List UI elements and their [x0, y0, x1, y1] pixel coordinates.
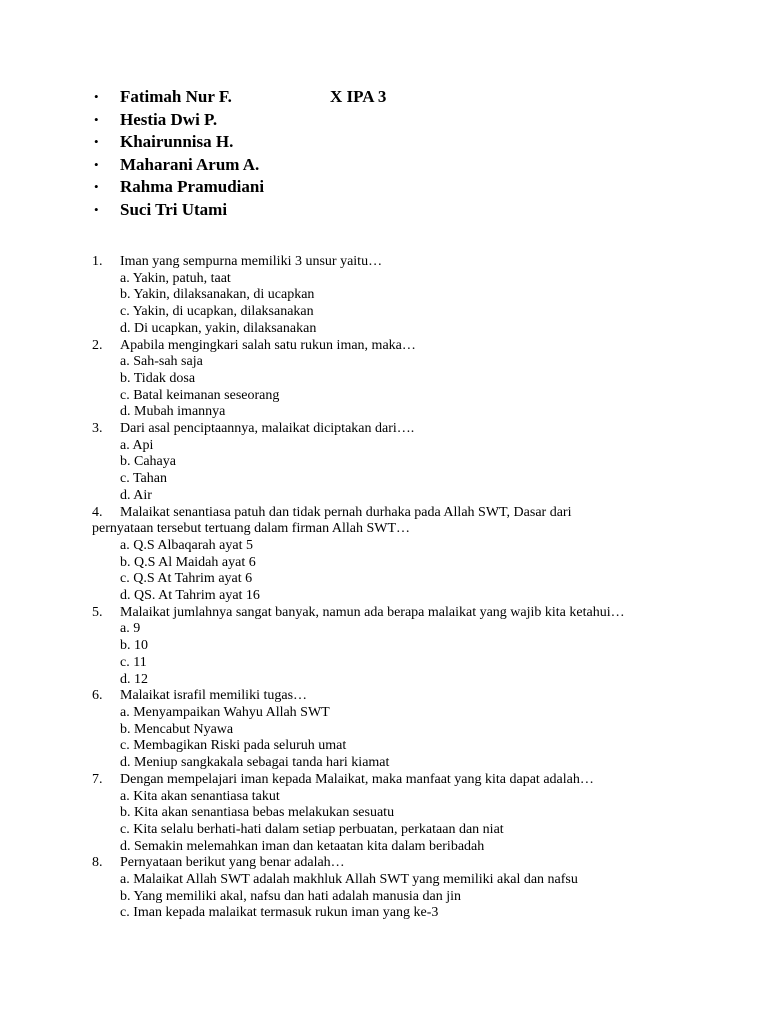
question-number: 6.	[92, 688, 103, 704]
answer-option: b. Kita akan senantiasa bebas melakukan sesuatu	[120, 805, 395, 821]
question-stem	[92, 338, 692, 355]
question-item	[92, 605, 692, 689]
bullet-icon: •	[94, 179, 99, 194]
answer-option: b. Tidak dosa	[120, 370, 196, 386]
question-number: 8.	[92, 855, 103, 871]
answer-option: d. Mubah imannya	[120, 404, 226, 420]
question-item	[92, 254, 692, 338]
question-stem	[92, 688, 692, 705]
question-item	[92, 338, 692, 422]
answer-option: b. 10	[120, 638, 148, 654]
answer-option: d. QS. At Tahrim ayat 16	[120, 588, 260, 604]
question-number: 1.	[92, 254, 103, 269]
question-text: Pernyataan berikut yang benar adalah…	[120, 855, 345, 871]
answer-option: c. Kita selalu berhati-hati dalam setiap perbuatan, perkataan dan niat	[120, 821, 504, 837]
question-number: 4.	[92, 504, 103, 520]
answer-option: a. Api	[120, 437, 154, 453]
member-item	[92, 176, 264, 199]
question-number: 3.	[92, 421, 103, 437]
bullet-icon: •	[94, 111, 99, 127]
question-stem	[92, 855, 692, 872]
question-stem	[92, 505, 692, 522]
answer-option: b. Mencabut Nyawa	[120, 721, 234, 737]
member-name: Khairunnisa H.	[120, 132, 234, 151]
bullet-icon: •	[94, 201, 99, 217]
question-item	[92, 855, 692, 922]
answer-option: c. 11	[120, 654, 147, 670]
answer-option: d. Semakin melemahkan iman dan ketaatan kita dalam beribadah	[120, 838, 485, 854]
answer-option: a. Q.S Albaqarah ayat 5	[120, 537, 253, 553]
answer-option: c. Tahan	[120, 471, 167, 487]
question-text: Dengan mempelajari iman kepada Malaikat, maka manfaat yang kita dapat adalah…	[120, 771, 594, 787]
answer-option: d. Air	[120, 487, 152, 503]
member-item	[92, 86, 387, 109]
member-item	[92, 131, 264, 154]
answer-option: b. Yang memiliki akal, nafsu dan hati adalah manusia dan jin	[120, 888, 461, 904]
question-text: Dari asal penciptaannya, malaikat diciptakan dari….	[120, 421, 415, 437]
question-number: 7.	[92, 771, 103, 787]
question-stem	[92, 605, 692, 622]
bullet-icon: •	[94, 156, 99, 172]
answer-option: a. 9	[120, 621, 141, 637]
answer-option: c. Iman kepada malaikat termasuk rukun iman yang ke-3	[120, 905, 439, 921]
question-item	[92, 688, 692, 772]
question-text-continued: pernyataan tersebut tertuang dalam firman Allah SWT…	[92, 521, 411, 537]
member-name: Rahma Pramudiani	[120, 177, 265, 196]
answer-option: c. Batal keimanan seseorang	[120, 387, 280, 403]
question-stem	[92, 254, 692, 271]
question-item	[92, 505, 692, 605]
question-text: Apabila mengingkari salah satu rukun iman, maka…	[120, 337, 416, 353]
question-number: 2.	[92, 337, 103, 353]
question-text: Malaikat israfil memiliki tugas…	[120, 688, 308, 704]
answer-option: b. Cahaya	[120, 454, 176, 470]
member-name: Maharani Arum A.	[120, 154, 260, 174]
question-text: Iman yang sempurna memiliki 3 unsur yaitu…	[120, 254, 383, 269]
class-label: X IPA 3	[330, 87, 387, 106]
member-name: Hestia Dwi P.	[120, 109, 218, 129]
answer-option: a. Kita akan senantiasa takut	[120, 788, 280, 804]
answer-option: a. Yakin, patuh, taat	[120, 270, 231, 286]
bullet-icon: •	[94, 89, 99, 104]
question-number: 5.	[92, 604, 103, 620]
answer-option: b. Q.S Al Maidah ayat 6	[120, 554, 256, 570]
member-name: Fatimah Nur F.	[120, 87, 232, 106]
answer-option: b. Yakin, dilaksanakan, di ucapkan	[120, 287, 315, 303]
question-text: Malaikat senantiasa patuh dan tidak pernah durhaka pada Allah SWT, Dasar dari	[120, 504, 572, 520]
group-member-list	[92, 86, 387, 221]
answer-option: a. Sah-sah saja	[120, 354, 203, 370]
question-item	[92, 421, 692, 505]
answer-option: a. Malaikat Allah SWT adalah makhluk Allah SWT yang memiliki akal dan nafsu	[120, 872, 578, 888]
member-item	[92, 109, 264, 132]
member-item	[92, 199, 264, 222]
answer-option: c. Membagikan Riski pada seluruh umat	[120, 738, 347, 754]
question-item	[92, 772, 692, 856]
question-stem	[92, 772, 692, 789]
question-list	[92, 254, 692, 922]
question-stem	[92, 421, 692, 438]
answer-option: a. Menyampaikan Wahyu Allah SWT	[120, 704, 330, 720]
answer-option: d. Di ucapkan, yakin, dilaksanakan	[120, 320, 317, 336]
question-text: Malaikat jumlahnya sangat banyak, namun ada berapa malaikat yang wajib kita ketahui…	[120, 604, 625, 620]
member-item	[92, 154, 264, 177]
bullet-icon: •	[94, 134, 99, 149]
answer-option: d. 12	[120, 671, 148, 687]
answer-option: d. Meniup sangkakala sebagai tanda hari kiamat	[120, 755, 390, 771]
member-name: Suci Tri Utami	[120, 199, 228, 219]
answer-option: c. Yakin, di ucapkan, dilaksanakan	[120, 304, 314, 320]
answer-option: c. Q.S At Tahrim ayat 6	[120, 571, 253, 587]
